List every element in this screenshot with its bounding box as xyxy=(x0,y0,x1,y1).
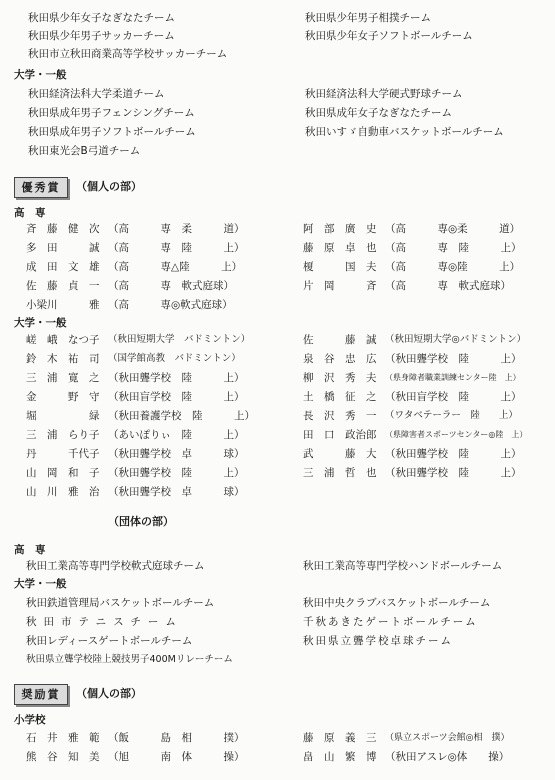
team-entry: 秋田県少年女子なぎなたチーム xyxy=(28,12,175,24)
affiliation: （秋田盲学校 陸 上） xyxy=(108,391,245,403)
affiliation: （飯 島 相 撲） xyxy=(108,732,245,744)
team-entry: 秋田経済法科大学硬式野球チーム xyxy=(305,88,463,100)
person-name: 山 川 雅 治 xyxy=(26,486,100,498)
team-section-title: （団体の部） xyxy=(108,515,174,528)
award-label-yushu: 優秀賞 xyxy=(14,177,68,198)
section-header-univ: 大学・一般 xyxy=(14,578,67,590)
affiliation: （県立スポーツ会館◎相 撲） xyxy=(385,733,510,743)
affiliation: （秋田聾学校 卓 球） xyxy=(108,486,245,498)
award-subtitle: （個人の部） xyxy=(76,687,142,700)
affiliation: （秋田聾学校 卓 球） xyxy=(108,448,245,460)
section-header-kosen: 高 専 xyxy=(14,544,46,556)
affiliation: （秋田聾学校 陸 上） xyxy=(385,448,522,460)
person-name: 榎 国 夫 xyxy=(303,261,377,273)
team-entry: 秋田経済法科大学柔道チーム xyxy=(28,88,165,100)
person-name: 斉 藤 健 次 xyxy=(26,223,100,235)
person-name: 鈴 木 祐 司 xyxy=(26,353,100,365)
award-label-shorei: 奨励賞 xyxy=(14,684,68,705)
affiliation: （秋田聾学校 陸 上） xyxy=(108,467,245,479)
section-header-elementary: 小学校 xyxy=(14,714,46,726)
affiliation: （秋田養護学校 陸 上） xyxy=(108,410,255,422)
affiliation: （高 専 軟式庭球） xyxy=(385,280,511,292)
team-entry: 秋田県成年女子なぎなたチーム xyxy=(305,107,452,119)
affiliation: （秋田聾学校 陸 上） xyxy=(385,467,522,479)
team-entry: 秋田工業高等専門学校軟式庭球チーム xyxy=(26,560,205,572)
person-name: 阿 部 廣 史 xyxy=(303,223,377,235)
person-name: 三 浦 らり子 xyxy=(26,429,100,441)
affiliation: （国学館高教 バドミントン） xyxy=(108,353,241,364)
person-name: 畠 山 繁 博 xyxy=(303,751,377,763)
person-name: 堀 緑 xyxy=(26,410,100,422)
section-header-univ: 大学・一般 xyxy=(14,317,67,329)
team-entry: 千秋あきたゲートボールチーム xyxy=(303,616,478,628)
affiliation: （秋田短期大学◎バドミントン） xyxy=(385,334,527,345)
affiliation: （高 専◎軟式庭球） xyxy=(108,299,233,311)
affiliation: （秋田盲学校 陸 上） xyxy=(385,391,522,403)
team-entry: 秋田工業高等専門学校ハンドボールチーム xyxy=(303,560,503,572)
affiliation: （高 専◎陸 上） xyxy=(385,261,521,273)
person-name: 片 岡 斉 xyxy=(303,280,377,292)
affiliation: （高 専 柔 道） xyxy=(108,223,245,235)
team-entry: 秋田県少年女子ソフトボールチーム xyxy=(305,30,473,42)
person-name: 武 藤 大 xyxy=(303,448,377,460)
person-name: 藤 原 卓 也 xyxy=(303,242,377,254)
person-name: 佐 藤 貞 一 xyxy=(26,280,100,292)
section-header-kosen: 高 専 xyxy=(14,207,46,219)
affiliation: （高 専 軟式庭球） xyxy=(108,280,234,292)
person-name: 金 野 守 xyxy=(26,391,100,403)
team-entry: 秋田市立秋田商業高等学校サッカーチーム xyxy=(28,48,228,60)
team-entry: 秋田県立聾学校陸上競技男子400Mリレーチーム xyxy=(26,654,233,665)
affiliation: （秋田アスレ◎体 操） xyxy=(385,751,510,763)
team-entry: 秋田東光会B弓道チーム xyxy=(28,145,141,157)
award-subtitle: （個人の部） xyxy=(76,180,142,193)
affiliation: （高 専△陸 上） xyxy=(108,261,243,273)
affiliation: （あいぽりぃ 陸 上） xyxy=(108,429,245,441)
person-name: 三 浦 寛 之 xyxy=(26,372,100,384)
affiliation: （高 専 陸 上） xyxy=(108,242,245,254)
person-name: 嵯 峨 なつ子 xyxy=(26,334,100,346)
person-name: 三 浦 哲 也 xyxy=(303,467,377,479)
team-entry: 秋田県成年男子フェンシングチーム xyxy=(28,107,195,119)
person-name: 丹 千代子 xyxy=(26,448,100,460)
team-entry: 秋田県少年男子相撲チーム xyxy=(305,12,431,24)
person-name: 多 田 誠 xyxy=(26,242,100,254)
team-entry: 秋田県成年男子ソフトボールチーム xyxy=(28,126,196,138)
affiliation: （秋田短期大学 バドミントン） xyxy=(108,334,251,345)
affiliation: （ワタベテーラー 陸 上） xyxy=(385,410,518,421)
person-name: 柳 沢 秀 夫 xyxy=(303,372,377,384)
person-name: 藤 原 義 三 xyxy=(303,732,377,744)
person-name: 土 橋 征 之 xyxy=(303,391,377,403)
person-name: 熊 谷 知 美 xyxy=(26,751,100,763)
person-name: 成 田 文 雄 xyxy=(26,261,100,273)
section-header-univ: 大学・一般 xyxy=(14,69,67,81)
team-entry: 秋田鉄道管理局バスケットボールチーム xyxy=(26,597,215,609)
team-entry: 秋田市テニスチーム xyxy=(26,616,183,628)
affiliation: （秋田聾学校 陸 上） xyxy=(385,353,522,365)
affiliation: （高 専 陸 上） xyxy=(385,242,522,254)
team-entry: 秋田レディースゲートボールチーム xyxy=(26,635,193,647)
affiliation: （秋田聾学校 陸 上） xyxy=(108,372,245,384)
affiliation: （県身障者職業訓練センター陸 上） xyxy=(385,373,521,382)
team-entry: 秋田中央クラブバスケットボールチーム xyxy=(303,597,491,609)
person-name: 田 口 政治郎 xyxy=(303,429,377,441)
affiliation: （旭 南 体 操） xyxy=(108,751,245,763)
affiliation: （高 専◎柔 道） xyxy=(385,223,521,235)
person-name: 佐 藤 誠 xyxy=(303,334,377,346)
person-name: 長 沢 秀 一 xyxy=(303,410,377,422)
person-name: 小梁川 雅 xyxy=(26,299,100,311)
team-entry: 秋田県立聾学校卓球チーム xyxy=(303,635,453,647)
team-entry: 秋田県少年男子サッカーチーム xyxy=(28,30,175,42)
team-entry: 秋田いすゞ自動車バスケットボールチーム xyxy=(305,126,504,138)
affiliation: （県障害者スポーツセンター◎陸 上） xyxy=(385,430,528,439)
person-name: 泉 谷 忠 広 xyxy=(303,353,377,365)
person-name: 石 井 雅 範 xyxy=(26,732,100,744)
person-name: 山 岡 和 子 xyxy=(26,467,100,479)
